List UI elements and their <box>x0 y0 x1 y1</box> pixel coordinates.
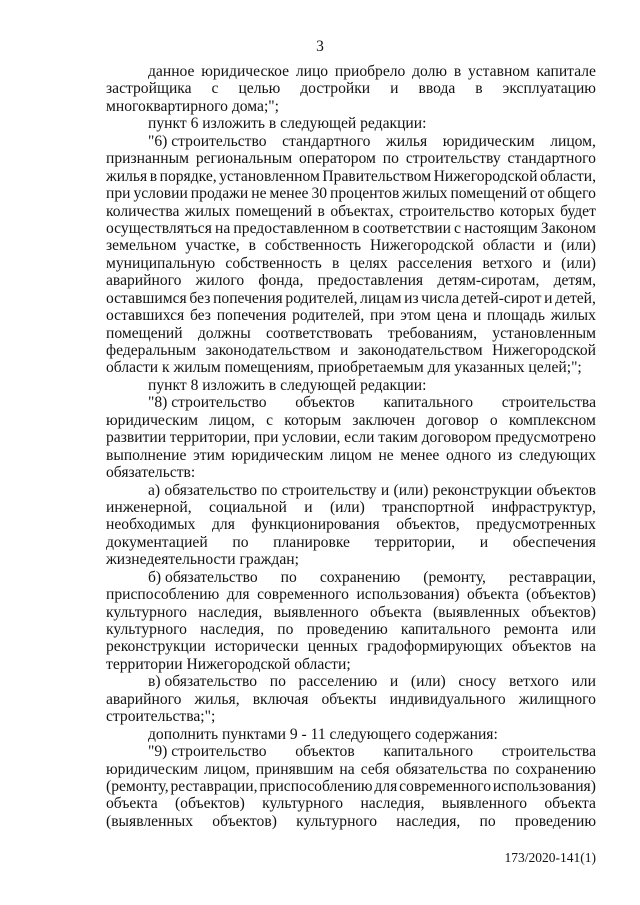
word: объектах, <box>330 202 394 220</box>
word: договором <box>421 429 492 447</box>
text-line <box>106 795 596 812</box>
word: собственность <box>264 237 362 255</box>
word: территории, <box>374 533 456 551</box>
word: Нижегородской <box>492 342 596 359</box>
word: и <box>380 481 390 499</box>
word: ремонта <box>503 621 559 638</box>
word: использования) <box>492 777 596 795</box>
text-line <box>106 534 596 551</box>
word: установленном <box>219 167 320 185</box>
word: ветхого <box>508 673 559 691</box>
text-line <box>106 220 596 237</box>
word: юридическим <box>231 446 324 464</box>
text-line <box>106 412 596 429</box>
word: объекты <box>321 690 377 708</box>
word: одного <box>445 446 492 464</box>
text-line <box>106 638 596 655</box>
word: заключен <box>352 411 416 429</box>
word: которых <box>499 202 555 220</box>
word: себя <box>360 760 390 778</box>
word: ценных <box>307 638 358 656</box>
word: аварийного <box>106 272 182 290</box>
word: родителей, <box>285 289 358 307</box>
word: Законом <box>540 219 596 237</box>
word: и <box>542 254 551 272</box>
word: признанным <box>106 150 189 168</box>
word: количества <box>106 202 180 220</box>
word: и <box>389 673 399 691</box>
word: стандартного <box>507 150 596 168</box>
word: уставном <box>467 63 530 80</box>
word: объектов <box>536 481 596 499</box>
word: осуществляться <box>106 219 212 237</box>
word: при <box>253 429 279 447</box>
word: реконструкции <box>432 481 533 499</box>
word: и <box>543 237 553 255</box>
word: законодательством <box>357 342 483 359</box>
document-body <box>106 63 596 830</box>
word: лицом <box>329 446 372 464</box>
text-line <box>106 203 596 220</box>
word: без <box>189 289 211 307</box>
word: или <box>571 673 596 691</box>
word: предоставленном <box>233 219 350 237</box>
word: для <box>374 777 398 795</box>
word: по <box>277 621 294 638</box>
word: продажи <box>190 185 249 203</box>
text-line <box>106 290 596 307</box>
word: объектов) <box>531 603 596 621</box>
word: (ремонту, <box>423 568 486 586</box>
word: по <box>269 673 286 691</box>
word: объектов <box>295 743 355 761</box>
word: объектов <box>295 394 355 412</box>
word: использования) <box>356 586 460 604</box>
word: предусмотрено <box>495 429 596 447</box>
word: от <box>530 185 545 203</box>
text-line <box>106 394 596 411</box>
word: (объектов) <box>174 795 245 813</box>
word: документацией <box>106 533 208 551</box>
word: и <box>544 289 553 307</box>
text-line <box>106 272 596 289</box>
word: из <box>404 289 419 307</box>
word: планировке <box>273 533 350 551</box>
text-line <box>106 691 596 708</box>
word: при <box>369 307 395 325</box>
word: оставшихся <box>106 307 185 325</box>
word: расселению <box>298 673 378 691</box>
word: строительству <box>281 481 377 499</box>
text-line <box>106 429 596 446</box>
text-line: территории Нижегородской области; <box>106 655 351 673</box>
word: Правительством <box>322 167 432 185</box>
word: ветхого <box>482 254 533 272</box>
word: социальной <box>209 498 287 516</box>
word: требованиям, <box>387 324 478 342</box>
word: проведению <box>306 621 388 638</box>
word: фонда, <box>258 272 304 290</box>
word: попечения <box>213 289 283 307</box>
text-line <box>106 325 596 342</box>
word: объекта <box>544 795 596 813</box>
word: общего <box>547 185 596 203</box>
word: обеспечения <box>512 533 596 551</box>
word: и <box>304 498 313 516</box>
word: в <box>475 80 483 98</box>
word: из <box>497 446 513 464</box>
word: 30 <box>311 185 328 203</box>
word: юридическим <box>442 132 535 150</box>
word: выполнение <box>106 446 187 464</box>
word: объекта <box>370 603 422 621</box>
word: договор <box>426 411 479 429</box>
word: в <box>331 254 340 272</box>
word: (выявленных <box>432 603 520 621</box>
word: в <box>248 237 256 255</box>
word: на <box>580 638 596 656</box>
word: застройщика <box>106 80 192 98</box>
word: жилищного <box>518 690 596 708</box>
text-line: пункт 6 изложить в следующей редакции: <box>148 115 427 133</box>
word: помещений <box>235 202 313 220</box>
word: в <box>317 202 325 220</box>
word: соответствовать <box>265 324 373 342</box>
word: лицом, <box>209 411 255 429</box>
word: (или) <box>329 498 365 516</box>
word: с <box>211 80 219 98</box>
word: строительству <box>405 150 501 168</box>
text-line <box>106 813 596 830</box>
word: будет <box>560 202 596 220</box>
text-line <box>106 673 596 690</box>
word: (или) <box>410 673 446 691</box>
word: а) <box>148 481 161 499</box>
document-code: 173/2020-141(1) <box>504 850 596 865</box>
word: детей, <box>555 289 596 307</box>
text-line: пункт 8 изложить в следующей редакции: <box>148 376 427 394</box>
word: современного <box>257 586 349 604</box>
word: при <box>106 185 131 203</box>
word: процентов <box>330 185 400 203</box>
word: включая <box>252 690 309 708</box>
word: б) обязательство <box>148 568 258 586</box>
word: сохранению <box>319 568 401 586</box>
word: о <box>489 411 498 429</box>
word: детям, <box>553 272 596 290</box>
text-line <box>106 237 596 254</box>
word: обязательство <box>164 481 258 499</box>
word: земельном <box>106 237 177 255</box>
word: жилья <box>386 132 428 150</box>
word: участке, <box>185 237 240 255</box>
word: объекта <box>467 586 519 604</box>
text-line <box>106 150 596 167</box>
text-line <box>106 569 596 586</box>
word: долю <box>412 63 448 80</box>
word: с <box>266 411 274 429</box>
word: реконструкции <box>106 638 206 656</box>
word: на <box>339 760 355 778</box>
word: Нижегородской <box>370 237 474 255</box>
word: градоформирующих <box>367 638 503 656</box>
word: и <box>339 342 349 359</box>
text-line <box>106 80 596 97</box>
word: установленным <box>492 324 596 342</box>
word: предоставления <box>317 272 424 290</box>
word: (или) <box>561 254 596 272</box>
word: предусмотренных <box>476 516 596 534</box>
word: исторически <box>214 638 299 656</box>
word: (или) <box>561 237 596 255</box>
word: проведению <box>514 812 596 830</box>
word: менее <box>269 185 309 203</box>
word: этом <box>400 307 431 325</box>
word: лицо <box>295 63 329 80</box>
word: числа <box>421 289 460 307</box>
text-line <box>106 168 596 185</box>
word: (объектов) <box>526 586 596 604</box>
word: лицом, <box>203 760 250 778</box>
word: наследия, <box>198 603 263 621</box>
word: "8) строительство <box>148 394 267 412</box>
word: стандартного <box>282 132 371 150</box>
word: в <box>453 63 462 80</box>
word: индивидуального <box>389 690 506 708</box>
word: для <box>226 586 250 604</box>
word: по <box>232 533 249 551</box>
word: области, <box>539 167 596 185</box>
word: региональным <box>195 150 293 168</box>
word: если <box>344 429 375 447</box>
text-line <box>106 185 596 202</box>
word: инфраструктур, <box>491 498 596 516</box>
word: приспособлению <box>106 586 220 604</box>
word: строительства <box>501 394 596 412</box>
word: попечения <box>216 307 287 325</box>
text-line <box>106 482 596 499</box>
word: следующих <box>518 446 596 464</box>
word: федеральным <box>106 342 197 359</box>
word: культурного <box>262 795 344 813</box>
text-line: дополнить пунктами 9 - 11 следующего содержания: <box>148 725 498 743</box>
word: которым <box>284 411 342 429</box>
word: менее <box>400 446 440 464</box>
word: комплексном <box>508 411 596 429</box>
word: (или) <box>393 481 429 499</box>
word: площадь <box>487 307 545 325</box>
word: приобрело <box>334 63 406 80</box>
word: с <box>454 219 461 237</box>
text-line <box>106 621 596 638</box>
word: транспортной <box>382 498 475 516</box>
word: функционирования <box>251 516 380 534</box>
word: современного <box>399 777 491 795</box>
word: (ремонту, <box>106 777 169 795</box>
word: объектов, <box>396 516 460 534</box>
text-line <box>106 743 596 760</box>
text-line <box>106 63 596 80</box>
text-line: жизнедеятельности граждан; <box>106 551 299 569</box>
word: или <box>571 621 596 638</box>
word: Нижегородской <box>433 167 538 185</box>
word: капитального <box>383 394 474 412</box>
word: культурного <box>106 621 187 638</box>
word: в <box>149 167 158 185</box>
word: законодательством <box>205 342 331 359</box>
text-line <box>106 255 596 272</box>
word: родителей, <box>292 307 365 325</box>
word: достройки <box>300 80 371 98</box>
word: инженерной, <box>106 498 192 516</box>
word: соответствии <box>362 219 451 237</box>
word: выявленного <box>441 795 527 813</box>
text-line <box>106 447 596 464</box>
word: капитального <box>400 621 491 638</box>
word: наследия, <box>396 812 461 830</box>
word: без <box>189 307 211 325</box>
word: жилых <box>402 185 448 203</box>
word: по <box>261 481 278 499</box>
word: капитального <box>383 743 474 761</box>
word: жилья, <box>194 690 240 708</box>
word: объектов <box>512 638 572 656</box>
page-number: 3 <box>316 38 324 55</box>
word: должны <box>197 324 251 342</box>
word: по <box>493 760 510 778</box>
word: муниципальную <box>106 254 216 272</box>
word: капитале <box>536 63 596 80</box>
word: данное <box>148 63 195 80</box>
word: помещений <box>106 324 183 342</box>
word: реставрации, <box>170 777 258 795</box>
word: наследия, <box>360 795 425 813</box>
word: оператором <box>298 150 376 168</box>
text-line <box>106 133 596 150</box>
word: эксплуатацию <box>502 80 596 98</box>
text-line <box>106 586 596 603</box>
word: сохранению <box>515 760 596 778</box>
word: настоящим <box>464 219 538 237</box>
word: жилых <box>184 202 231 220</box>
word: жилых <box>550 307 596 325</box>
word: не <box>378 446 394 464</box>
word: жилого <box>195 272 245 290</box>
word: развитии <box>106 429 167 447</box>
word: в <box>352 219 360 237</box>
text-line: строительства;"; <box>106 708 216 726</box>
word: этим <box>193 446 225 464</box>
word: помещений <box>450 185 528 203</box>
text-line <box>106 307 596 324</box>
word: области <box>482 237 535 255</box>
word: и <box>390 80 399 98</box>
text-line: многоквартирного дома;"; <box>106 97 280 115</box>
word: реставрации, <box>508 568 596 586</box>
word: территории, <box>169 429 251 447</box>
word: цена <box>436 307 468 325</box>
word: принявшим <box>255 760 334 778</box>
word: для <box>212 516 235 534</box>
word: по <box>479 812 496 830</box>
word: (выявленных <box>106 812 194 830</box>
word: в) обязательство <box>148 673 258 691</box>
word: юридическим <box>106 760 198 778</box>
text-line <box>106 499 596 516</box>
word: "6) строительство <box>148 132 267 150</box>
text-line <box>106 516 596 533</box>
word: строительство <box>399 202 495 220</box>
word: детей-сирот <box>461 289 542 307</box>
text-line <box>106 761 596 778</box>
word: оставшимся <box>106 289 187 307</box>
word: и <box>472 307 482 325</box>
word: условии <box>133 185 188 203</box>
word: на <box>215 219 231 237</box>
word: лицам <box>360 289 402 307</box>
text-line: области к жилым помещениям, приобретаемым для указанных целей;"; <box>106 359 582 377</box>
word: культурного <box>296 812 378 830</box>
word: собственность <box>225 254 322 272</box>
word: условии, <box>282 429 341 447</box>
word: сносу <box>458 673 497 691</box>
text-line <box>106 778 596 795</box>
word: приспособлению <box>259 777 373 795</box>
word: целях <box>349 254 388 272</box>
word: объектов) <box>212 812 277 830</box>
text-line: обязательств: <box>106 464 196 482</box>
word: таким <box>378 429 418 447</box>
word: по <box>280 568 297 586</box>
word: жилья <box>106 167 148 185</box>
word: культурного <box>106 603 187 621</box>
word: юридическим <box>106 411 198 429</box>
word: "9) строительство <box>148 743 267 761</box>
text-line <box>106 342 596 359</box>
word: ввода <box>418 80 456 98</box>
word: детям-сиротам, <box>437 272 540 290</box>
word: аварийного <box>106 690 182 708</box>
word: порядке, <box>159 167 217 185</box>
word: обязательства <box>395 760 488 778</box>
word: целью <box>238 80 281 98</box>
text-line <box>106 604 596 621</box>
word: необходимых <box>106 516 196 534</box>
word: выявленного <box>273 603 359 621</box>
word: строительства <box>501 743 596 761</box>
word: расселения <box>397 254 473 272</box>
word: не <box>251 185 267 203</box>
word: юридическое <box>201 63 290 80</box>
word: по <box>382 150 399 168</box>
word: объекта <box>106 795 158 813</box>
word: наследия, <box>200 621 265 638</box>
word: и <box>479 533 489 551</box>
word: лицом, <box>550 132 596 150</box>
